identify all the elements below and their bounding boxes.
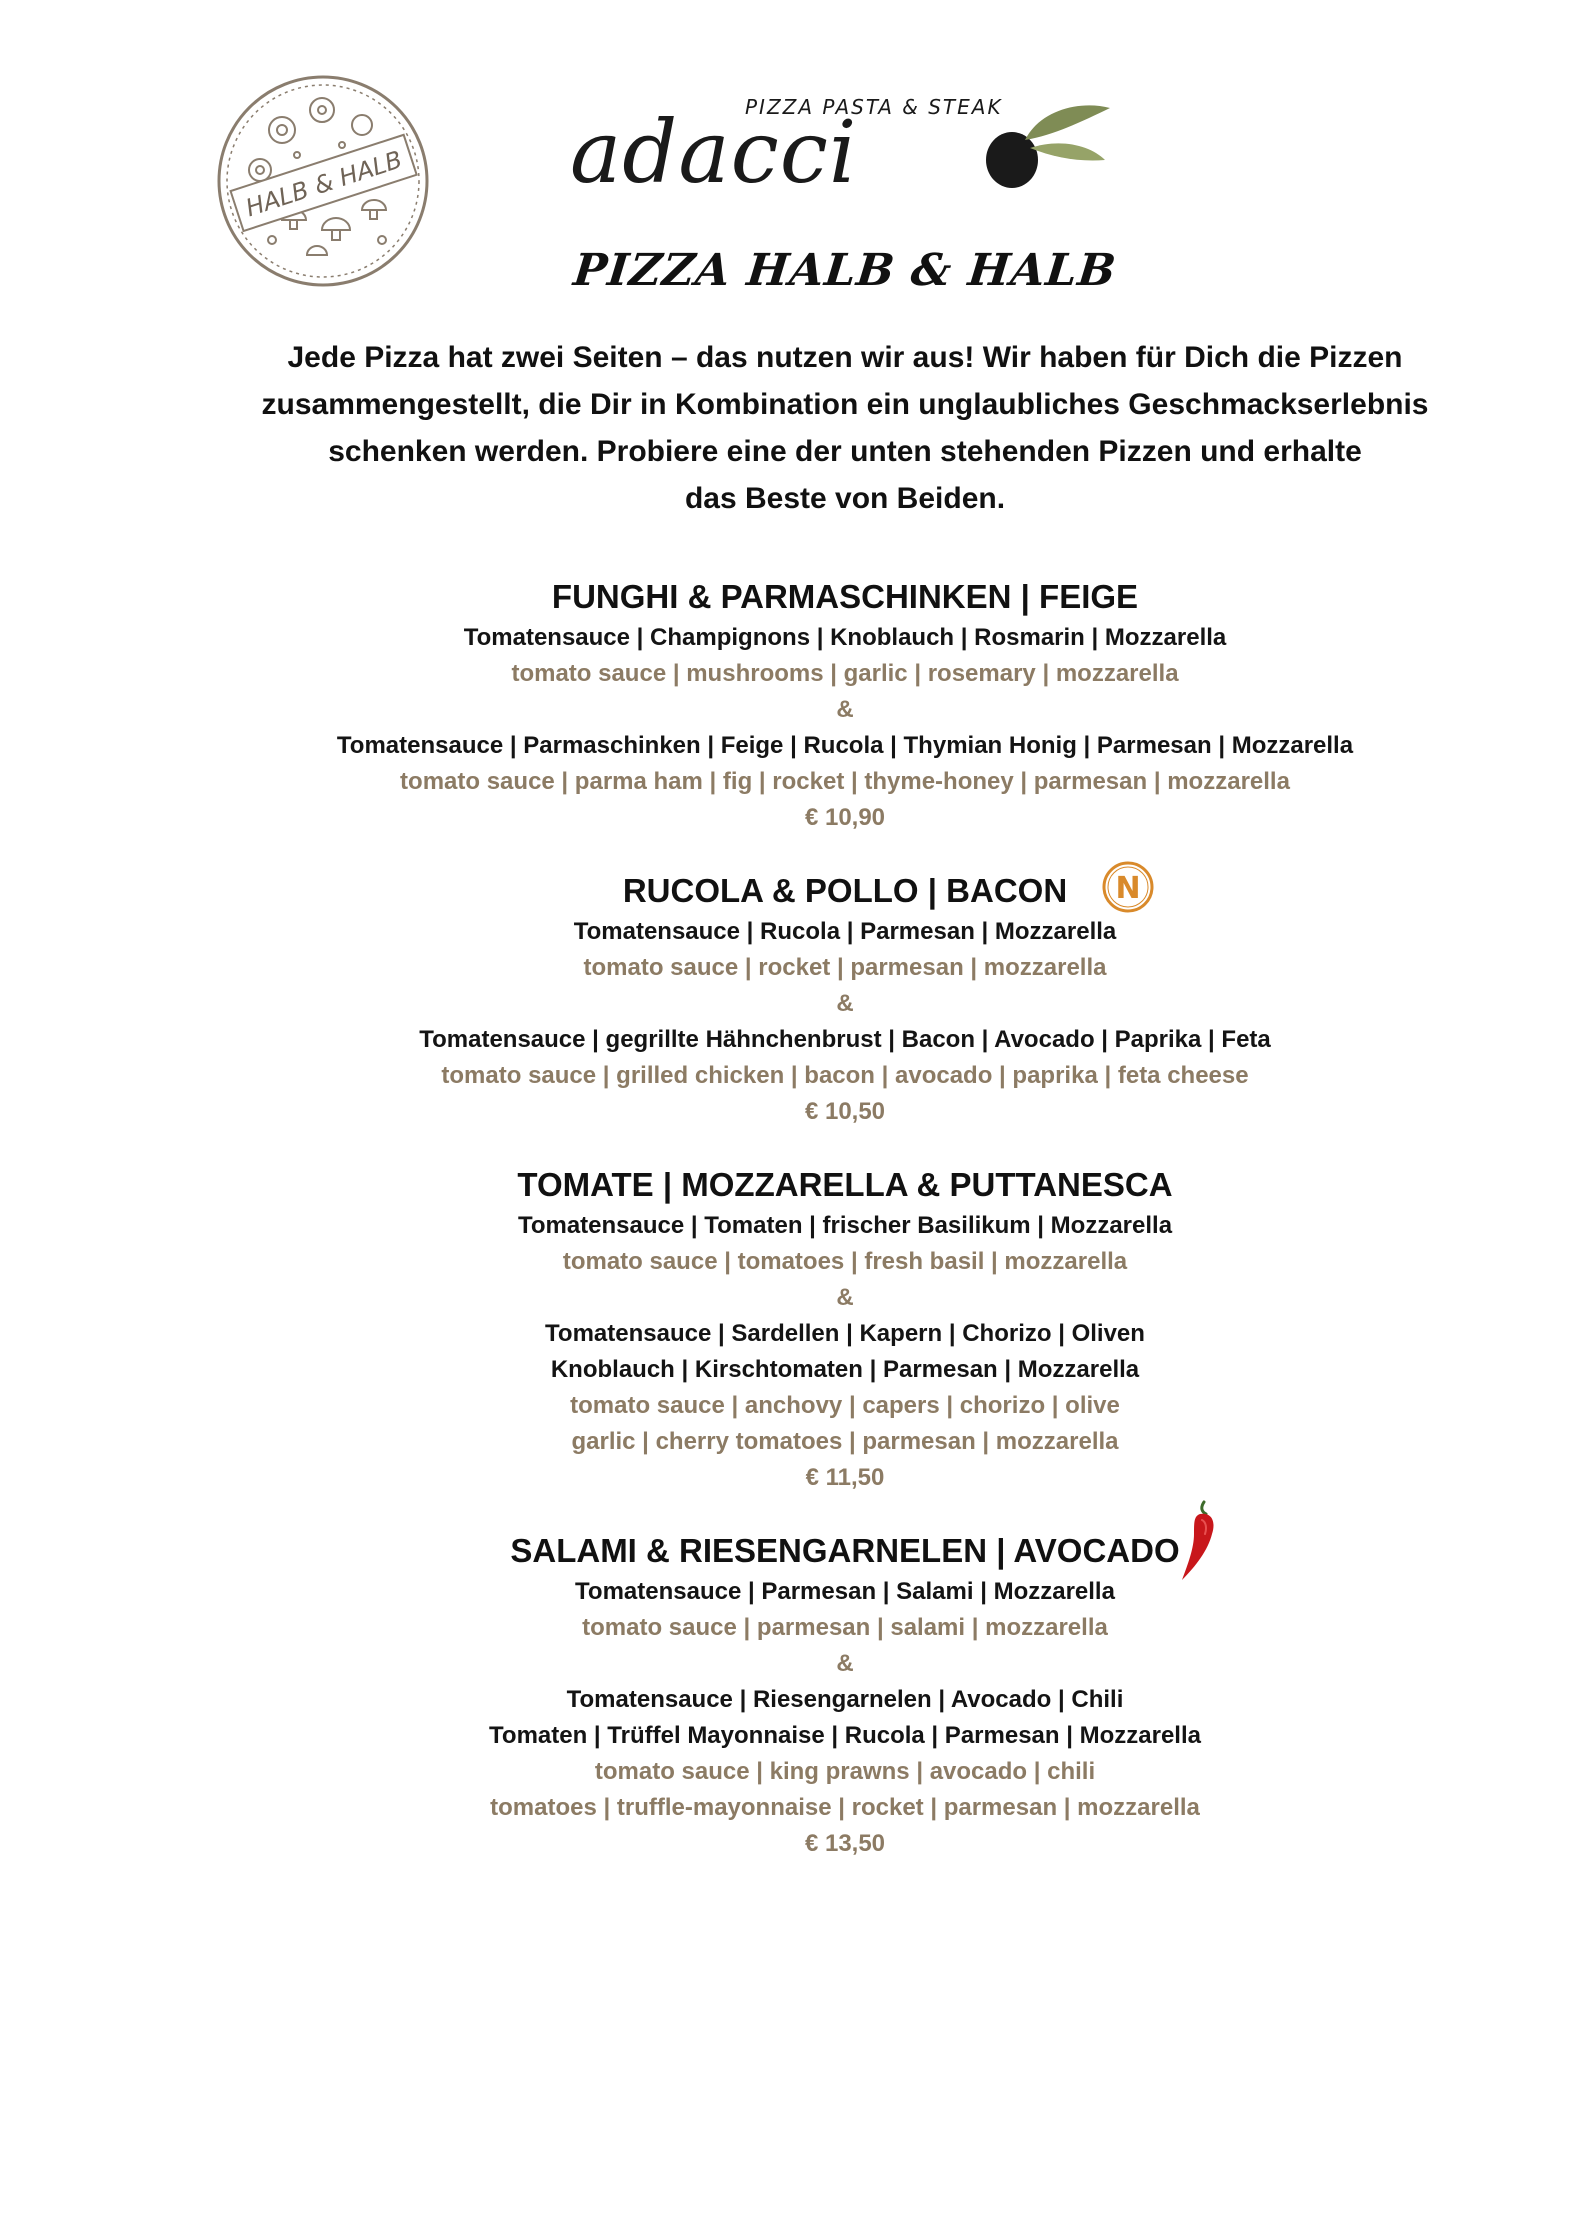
- new-badge-icon: [1101, 860, 1155, 914]
- menu-header: [0, 0, 1571, 330]
- ingredients-de: Tomatensauce | Sardellen | Kapern | Chorizo | Oliven: [545, 1320, 1145, 1347]
- half-separator: &: [836, 696, 854, 723]
- ingredients-en: tomato sauce | parmesan | salami | mozzarella: [582, 1614, 1108, 1641]
- pizza-title: TOMATE | MOZZARELLA & PUTTANESCA: [517, 1166, 1173, 1203]
- ingredients-en: tomato sauce | tomatoes | fresh basil | mozzarella: [562, 1248, 1128, 1275]
- ingredients-de: Tomatensauce | Rucola | Parmesan | Mozzarella: [573, 918, 1117, 945]
- ingredients-de: Tomatensauce | gegrillte Hähnchenbrust | Bacon | Avocado | Paprika | Feta: [419, 1026, 1271, 1053]
- intro-text: [210, 334, 1480, 522]
- svg-text:adacci: adacci: [570, 103, 858, 200]
- pizza-menu: [0, 576, 1571, 1896]
- ingredients-en: tomato sauce | mushrooms | garlic | rosemary | mozzarella: [511, 660, 1179, 687]
- price: € 11,50: [805, 1464, 885, 1491]
- pizza-item: [0, 870, 1571, 1130]
- half-separator: &: [836, 990, 854, 1017]
- pizza-item: [0, 1164, 1571, 1496]
- pizza-title: RUCOLA & POLLO | BACON: [622, 872, 1068, 909]
- pizza-title-wrap: [510, 1530, 1179, 1572]
- ingredients-en: tomato sauce | king prawns | avocado | chili: [594, 1758, 1096, 1785]
- price: € 10,50: [804, 1098, 886, 1125]
- ingredients-de: Tomaten | Trüffel Mayonnaise | Rucola | Parmesan | Mozzarella: [489, 1722, 1201, 1749]
- ingredients-de: Tomatensauce | Riesengarnelen | Avocado | Chili: [566, 1686, 1124, 1713]
- chili-icon: [1178, 1500, 1222, 1586]
- ingredients-de: Tomatensauce | Champignons | Knoblauch | Rosmarin | Mozzarella: [463, 624, 1227, 651]
- ingredients-en: tomato sauce | parma ham | fig | rocket | thyme-honey | parmesan | mozzarella: [400, 768, 1290, 795]
- ingredients-de: Knoblauch | Kirschtomaten | Parmesan | Mozzarella: [550, 1356, 1140, 1383]
- ingredients-en: tomatoes | truffle-mayonnaise | rocket | parmesan | mozzarella: [490, 1794, 1200, 1821]
- half-separator: &: [836, 1650, 854, 1677]
- pizza-item: [0, 1530, 1571, 1862]
- ingredients-de: Tomatensauce | Tomaten | frischer Basilikum | Mozzarella: [517, 1212, 1173, 1239]
- ingredients-de: Tomatensauce | Parmesan | Salami | Mozzarella: [575, 1578, 1115, 1605]
- intro-line: schenken werden. Probiere eine der unten stehenden Pizzen und erhalte: [328, 435, 1362, 468]
- intro-line: das Beste von Beiden.: [684, 482, 1006, 515]
- ingredients-en: tomato sauce | grilled chicken | bacon | avocado | paprika | feta cheese: [441, 1062, 1249, 1089]
- svg-text:HALB & HALB: HALB & HALB: [242, 145, 406, 223]
- ingredients-en: garlic | cherry tomatoes | parmesan | mozzarella: [571, 1428, 1119, 1455]
- ingredients-en: tomato sauce | rocket | parmesan | mozzarella: [583, 954, 1107, 981]
- ingredients-en: tomato sauce | anchovy | capers | chorizo | olive: [570, 1392, 1120, 1419]
- pizza-item: [0, 576, 1571, 836]
- pizza-title: SALAMI & RIESENGARNELEN | AVOCADO: [510, 1532, 1180, 1569]
- price: € 13,50: [804, 1830, 886, 1857]
- new-badge-text: N: [1115, 871, 1141, 906]
- half-separator: &: [836, 1284, 854, 1311]
- pizza-title: FUNGHI & PARMASCHINKEN | FEIGE: [551, 578, 1139, 615]
- pizza-title-wrap: [622, 870, 1141, 912]
- intro-line: Jede Pizza hat zwei Seiten – das nutzen wir aus! Wir haben für Dich die Pizzen: [287, 341, 1403, 374]
- page-title: PIZZA HALB & HALB: [571, 245, 1119, 296]
- price: € 10,90: [804, 804, 886, 831]
- intro-line: zusammengestellt, die Dir in Kombination ein unglaubliches Geschmackserlebnis: [261, 388, 1429, 421]
- svg-text:PIZZA PASTA & STEAK: PIZZA PASTA & STEAK: [745, 95, 1003, 119]
- ingredients-de: Tomatensauce | Parmaschinken | Feige | Rucola | Thymian Honig | Parmesan | Mozzarella: [336, 732, 1354, 759]
- adaccio-logo: [570, 90, 1110, 200]
